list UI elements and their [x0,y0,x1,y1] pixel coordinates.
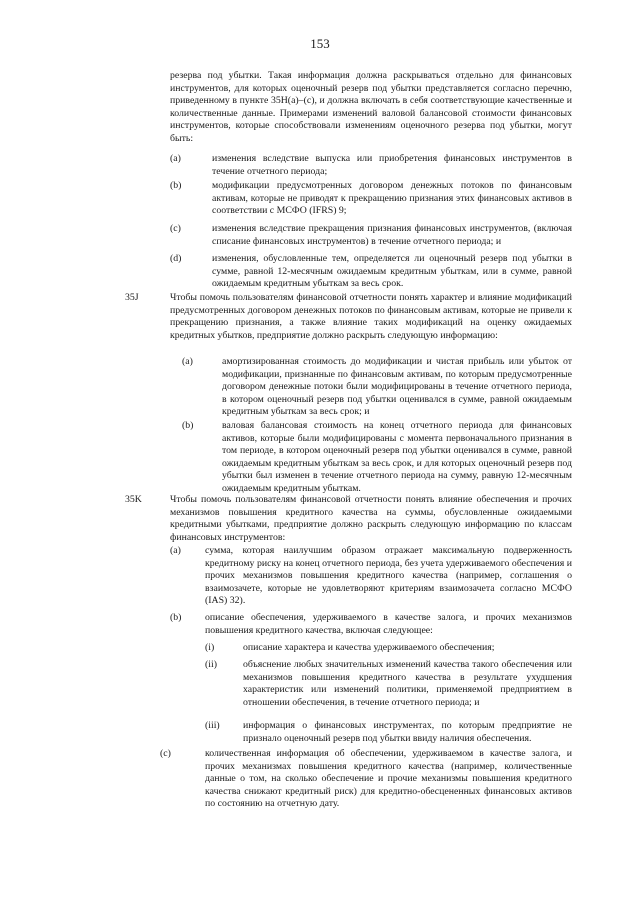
intro-item-text: изменения, обусловленные тем, определяется ли оценочный резерв под убытки в сумме, равной 12-месячным ожидаемым кредитным убыткам, или в сумме, равной ожидаемым кредитным убыткам за весь срок. [212,253,572,290]
section-35k-text: Чтобы помочь пользователям финансовой отчетности понять влияние обеспечения и прочих механизмов повышения кредитного качества на суммы, обусловленные ожидаемыми кредитными убытками, предприятие должно раскрыть следующую информацию по классам финансовых инструментов: [170,494,572,543]
subitem-text: объяснение любых значительных изменений качества такого обеспечения или механизмов повышения кредитного качества в результате ухудшения характеристик или изменений политики, применяемой предприятием в отношении обеспечения, в течение отчетного периода; и [243,659,572,708]
subitem-text: описание характера и качества удерживаемого обеспечения; [243,642,495,653]
intro-item-label: (a) [170,153,181,164]
subitem-label: (ii) [205,659,217,670]
section-35j-item-text: амортизированная стоимость до модификации и чистая прибыль или убыток от модификации, признанные по финансовым активам, по которым предусмотренные договором денежные потоки были модифицированы в течение отчетного периода, в котором оценочный резерв под убытки оценивался в сумме, равной ожидаемым кредитным убыткам за весь срок; и [222,356,572,418]
subitem-label: (iii) [205,720,220,731]
section-35j-item-text: валовая балансовая стоимость на конец отчетного периода для финансовых активов, которые были модифицированы с момента первоначального признания в том периоде, в котором оценочный резерв под убытки оценивался в сумме, равной ожидаемым кредитным убыткам за весь срок, и для которых оценочный резерв под убытки был изменен в течение отчетного периода на сумму, равную 12-месячным ожидаемым кредитным убыткам. [222,420,572,494]
subitem-text: информация о финансовых инструментах, по которым предприятие не признало оценочный резерв под убытки ввиду наличия обеспечения. [243,720,572,744]
section-number-35k: 35K [125,494,142,505]
intro-item-text: изменения вследствие прекращения признания финансовых инструментов, (включая списание финансовых инструментов) в течение отчетного периода; и [212,223,572,247]
intro-paragraph: резерва под убытки. Такая информация должна раскрываться отдельно для финансовых инструментов, для которых оценочный резерв под убытки представляется согласно перечню, приведенному в пункте 35H(a)–(c), и должна включать в себя соответствующие качественные и количественные данные. Примерами изменений валовой балансовой стоимости финансовых инструментов, которые способствовали изменениям оценочного резерва под убытки, могут быть: [170,70,572,144]
intro-item-label: (c) [170,223,181,234]
section-number-35j: 35J [125,292,139,303]
section-35k-item-text: описание обеспечения, удерживаемого в качестве залога, и прочих механизмов повышения кредитного качества, включая следующее: [205,612,572,636]
subitem-label: (i) [205,642,215,653]
section-35k-item-label: (c) [160,748,171,759]
section-35k-item-label: (a) [170,545,181,556]
intro-item-text: модификации предусмотренных договором денежных потоков по финансовым активам, которые не приводят к прекращению признания этих финансовых активов в соответствии с МСФО (IFRS) 9; [212,180,572,217]
page-number: 153 [310,36,330,51]
section-35k-item-label: (b) [170,612,182,623]
intro-item-label: (b) [170,180,182,191]
section-35j-item-label: (a) [182,356,193,367]
intro-item-text: изменения вследствие выпуска или приобретения финансовых инструментов в течение отчетного периода; [212,153,572,177]
section-35k-item-text: сумма, которая наилучшим образом отражает максимальную подверженность кредитному риску на конец отчетного периода, без учета удерживаемого обеспечения и прочих механизмов повышения кредитного качества (например, соглашения о взаимозачете, которые не удовлетворяют критериям взаимозачета согласно МСФО (IAS) 32). [205,545,572,607]
section-35k-item-text: количественная информация об обеспечении, удерживаемом в качестве залога, и прочих механизмах повышения кредитного качества (например, количественные данные о том, на сколько обеспечение и прочие механизмы повышения кредитного качества снижают кредитный риск) для кредитно-обесцененных финансовых активов по состоянию на отчетную дату. [205,748,572,810]
section-35j-item-label: (b) [182,420,194,431]
intro-item-label: (d) [170,253,182,264]
section-35j-text: Чтобы помочь пользователям финансовой отчетности понять характер и влияние модификаций предусмотренных договором денежных потоков по финансовым активам, которые не привели к прекращению признания, а также влияние таких модификаций на оценку ожидаемых кредитных убытков, предприятие должно раскрыть следующую информацию: [170,292,572,341]
